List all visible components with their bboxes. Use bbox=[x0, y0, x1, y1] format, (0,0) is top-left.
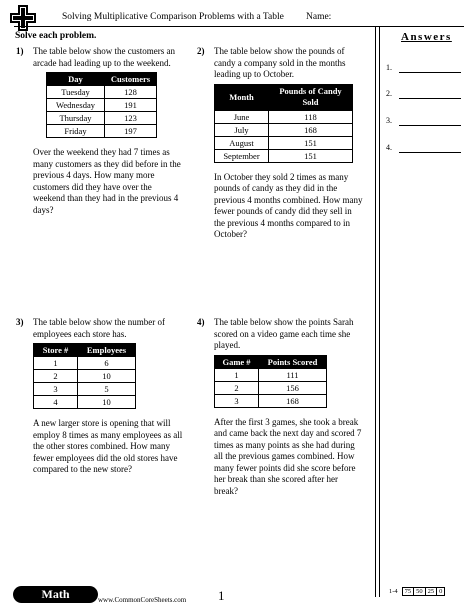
table-row bbox=[215, 381, 327, 394]
table-header: Customers bbox=[105, 73, 157, 86]
site-url: www.CommonCoreSheets.com bbox=[98, 596, 187, 604]
table-row bbox=[34, 383, 136, 396]
table-cell: 123 bbox=[105, 112, 157, 125]
table-cell: August bbox=[215, 136, 269, 149]
answer-column-divider-inner bbox=[379, 27, 380, 597]
problem-number: 1) bbox=[16, 46, 24, 56]
table-cell: 151 bbox=[269, 136, 353, 149]
problem-question: In October they sold 2 times as many pounds of candy as they did in the previous 4 months combined. How many fewer pounds of candy did they sell in the previous 4 months compared to in October? bbox=[214, 171, 363, 239]
table-cell: 168 bbox=[259, 394, 327, 407]
answer-blank[interactable] bbox=[399, 98, 461, 99]
table-row bbox=[47, 125, 157, 138]
score-box: 25 bbox=[425, 587, 438, 596]
table-cell: 197 bbox=[105, 125, 157, 138]
data-table bbox=[214, 355, 327, 408]
name-label: Name: bbox=[306, 12, 332, 22]
problem-2 bbox=[197, 46, 364, 241]
table-row bbox=[215, 123, 353, 136]
subject-label: Math bbox=[41, 587, 70, 601]
table-cell: 3 bbox=[215, 394, 259, 407]
worksheet-title: Solving Multiplicative Comparison Problems with a Table bbox=[62, 12, 284, 22]
table-cell: 2 bbox=[215, 381, 259, 394]
data-table bbox=[46, 72, 157, 138]
answer-number: 4. bbox=[386, 143, 392, 152]
plus-logo-icon bbox=[8, 3, 38, 33]
table-header: Month bbox=[215, 84, 269, 110]
score-box: 50 bbox=[413, 587, 426, 596]
problem-3 bbox=[16, 317, 185, 476]
table-cell: 10 bbox=[78, 396, 136, 409]
table-cell: 4 bbox=[34, 396, 78, 409]
answers-title: Answers bbox=[401, 31, 452, 43]
table-cell: Tuesday bbox=[47, 86, 105, 99]
table-cell: 191 bbox=[105, 99, 157, 112]
problem-1 bbox=[16, 46, 185, 216]
problem-question: After the first 3 games, she took a break and came back the next day and scored 7 times as many points as she had during all the previous games combined. How many fewer points did she score before her break than she scored after her break? bbox=[214, 416, 362, 496]
table-row bbox=[47, 112, 157, 125]
table-cell: Wednesday bbox=[47, 99, 105, 112]
score-scale bbox=[389, 587, 445, 596]
table-header: Store # bbox=[34, 344, 78, 357]
table-cell: 1 bbox=[34, 357, 78, 370]
problem-number: 2) bbox=[197, 46, 205, 56]
data-table bbox=[214, 84, 353, 163]
table-header: Game # bbox=[215, 355, 259, 368]
answer-number: 1. bbox=[386, 63, 392, 72]
table-cell: 5 bbox=[78, 383, 136, 396]
score-box: 0 bbox=[436, 587, 445, 596]
table-cell: 151 bbox=[269, 149, 353, 162]
problem-intro: The table below show the pounds of candy a company sold in the months leading up to October. bbox=[214, 46, 346, 79]
answer-column-divider bbox=[375, 27, 376, 597]
table-row bbox=[34, 357, 136, 370]
answer-blank[interactable] bbox=[399, 72, 461, 73]
data-table bbox=[33, 343, 136, 409]
problem-number: 4) bbox=[197, 317, 205, 327]
subject-badge bbox=[13, 586, 98, 603]
answer-number: 3. bbox=[386, 116, 392, 125]
table-cell: Thursday bbox=[47, 112, 105, 125]
table-cell: 128 bbox=[105, 86, 157, 99]
table-cell: 10 bbox=[78, 370, 136, 383]
problem-intro: The table below show the number of employees each store has. bbox=[33, 317, 165, 339]
table-cell: 1 bbox=[215, 368, 259, 381]
table-header: Points Scored bbox=[259, 355, 327, 368]
table-row bbox=[47, 86, 157, 99]
table-cell: June bbox=[215, 110, 269, 123]
table-row bbox=[34, 396, 136, 409]
table-cell: 156 bbox=[259, 381, 327, 394]
answer-blank[interactable] bbox=[399, 152, 461, 153]
score-box: 75 bbox=[402, 587, 415, 596]
problem-intro: The table below show the customers an arcade had leading up to the weekend. bbox=[33, 46, 175, 68]
table-header: Day bbox=[47, 73, 105, 86]
table-cell: Friday bbox=[47, 125, 105, 138]
table-row bbox=[215, 394, 327, 407]
problem-number: 3) bbox=[16, 317, 24, 327]
answer-number: 2. bbox=[386, 89, 392, 98]
table-cell: 118 bbox=[269, 110, 353, 123]
problem-intro: The table below show the points Sarah scored on a video game each time she played. bbox=[214, 317, 354, 350]
table-cell: 168 bbox=[269, 123, 353, 136]
table-cell: 111 bbox=[259, 368, 327, 381]
table-cell: 2 bbox=[34, 370, 78, 383]
score-range: 1-4 bbox=[389, 588, 398, 595]
page-number: 1 bbox=[218, 588, 225, 603]
problem-question: Over the weekend they had 7 times as many customers as they did before in the previous 4 days. How many more customers did they have over the weekend than they had in the previous 4 days? bbox=[33, 147, 181, 215]
table-header: Employees bbox=[78, 344, 136, 357]
answer-blank[interactable] bbox=[399, 125, 461, 126]
problem-4 bbox=[197, 317, 364, 497]
instructions: Solve each problem. bbox=[15, 31, 97, 41]
table-row bbox=[215, 368, 327, 381]
table-cell: 3 bbox=[34, 383, 78, 396]
table-row bbox=[215, 110, 353, 123]
table-cell: July bbox=[215, 123, 269, 136]
table-header: Pounds of Candy Sold bbox=[269, 84, 353, 110]
problem-question: A new larger store is opening that will employ 8 times as many employees as all the other stores combined. How many fewer employees did the old stores have compared to the new store? bbox=[33, 418, 183, 474]
table-row bbox=[34, 370, 136, 383]
table-cell: September bbox=[215, 149, 269, 162]
table-row bbox=[215, 136, 353, 149]
table-row bbox=[215, 149, 353, 162]
header-divider bbox=[14, 26, 464, 27]
table-cell: 6 bbox=[78, 357, 136, 370]
table-row bbox=[47, 99, 157, 112]
